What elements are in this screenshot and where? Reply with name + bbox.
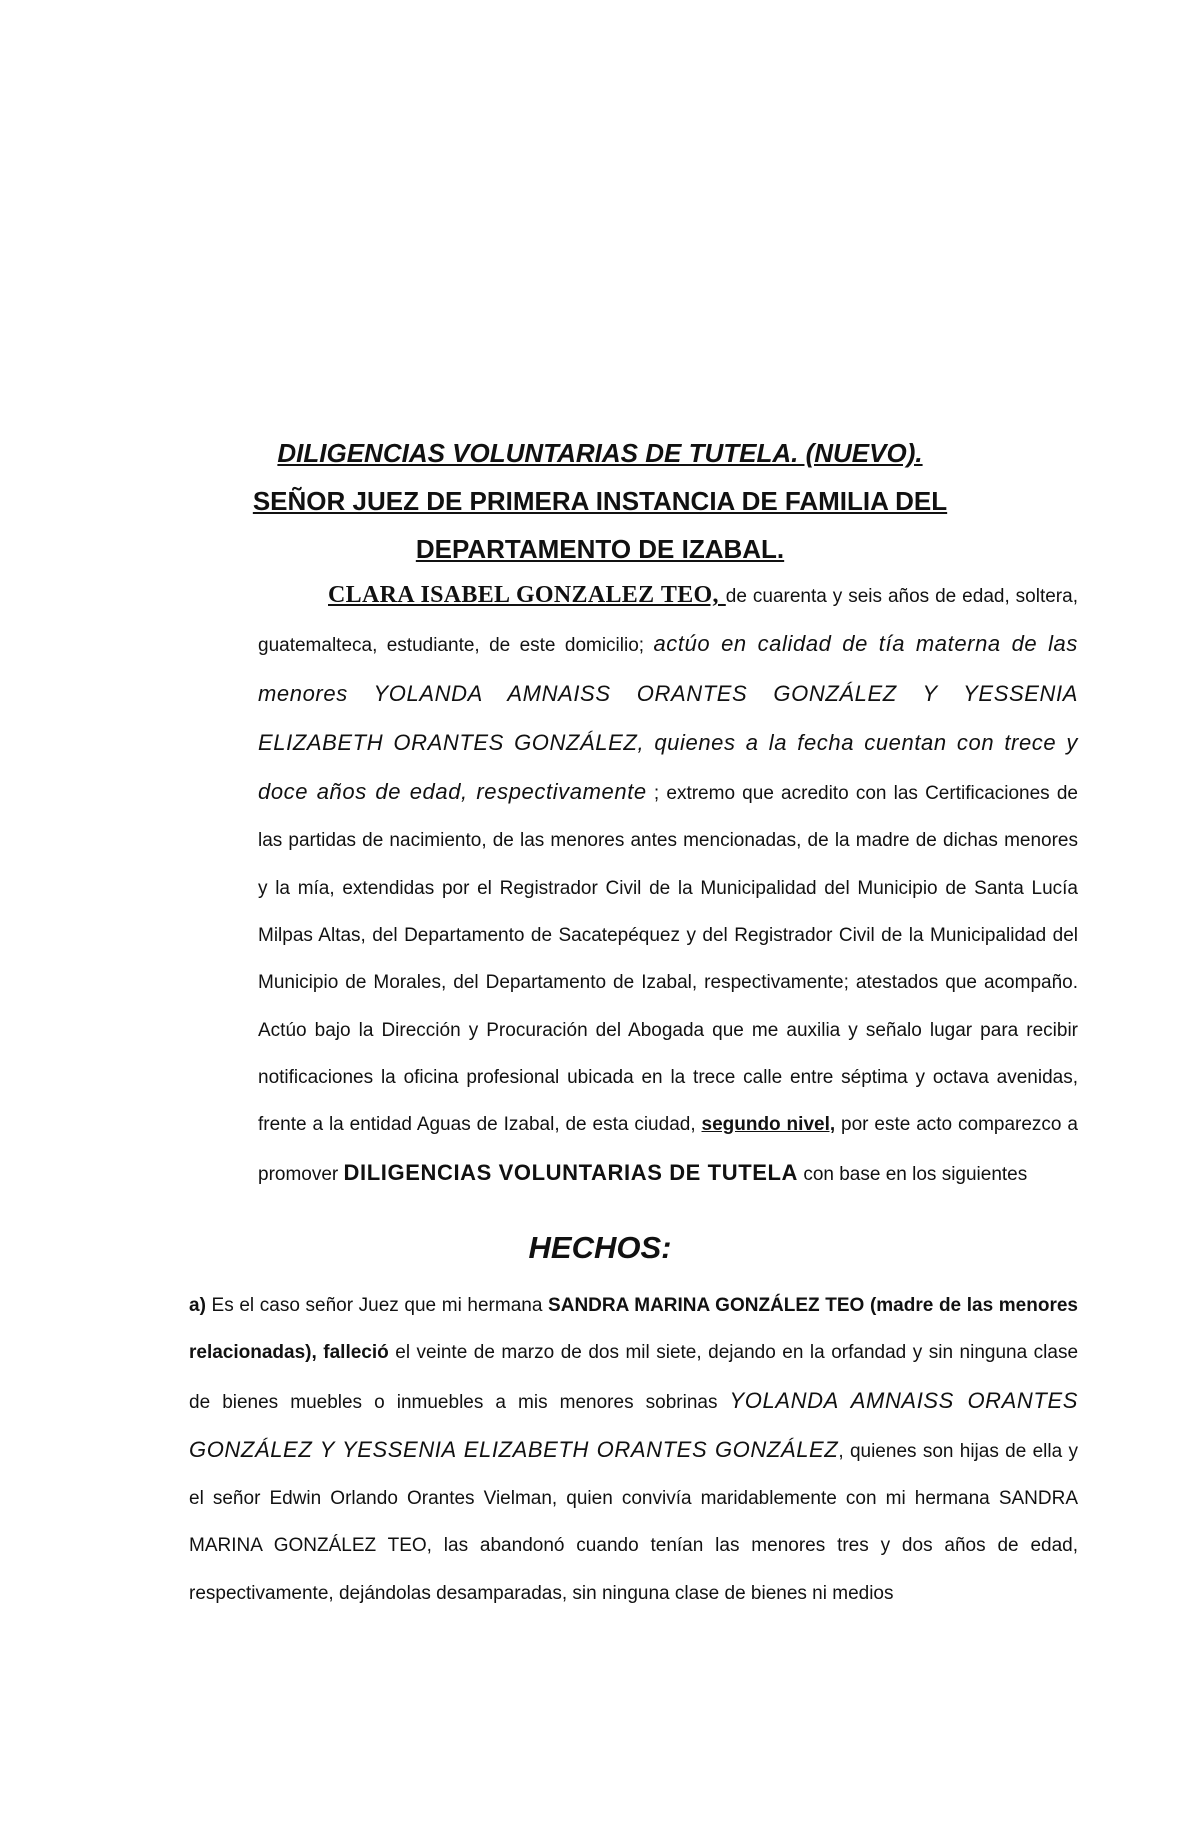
intro-text-3: por este acto comparezco a promover bbox=[258, 1114, 1078, 1185]
fact-a-bold-1: SANDRA MARINA GONZÁLEZ TEO (madre de las menores relacionadas), falleció bbox=[189, 1295, 1078, 1364]
fact-a-label: a) bbox=[189, 1295, 206, 1316]
fact-a-paragraph bbox=[189, 1282, 1078, 1617]
document-title: DILIGENCIAS VOLUNTARIAS DE TUTELA. (NUEVO). bbox=[277, 438, 923, 468]
addressee-line-1: SEÑOR JUEZ DE PRIMERA INSTANCIA DE FAMILIA DEL bbox=[252, 486, 948, 516]
fact-a-text-3: , quienes son hijas de ella y el señor Edwin Orlando Orantes Vielman, quien convivía maridablemente con mi hermana SANDRA MARINA GONZÁLEZ TEO, las abandonó cuando tenían las menores tres y dos años de edad, respectivamente, dejándolas desamparadas, sin ninguna clase de bienes ni medios bbox=[189, 1440, 1078, 1604]
intro-text-2: ; extremo que acredito con las Certificaciones de las partidas de nacimiento, de las menores antes mencionadas, de la madre de dichas menores y la mía, extendidas por el Registrador Civil de la Municipalidad del Municipio de Santa Lucía Milpas Altas, del Departamento de Sacatepéquez y del Registrador Civil de la Municipalidad del Municipio de Morales, del Departamento de Izabal, respectivamente; atestados que acompaño. Actúo bajo la Dirección y Procuración del Abogada que me auxilia y señalo lugar para recibir notificaciones la oficina profesional ubicada en la trece calle entre séptima y octava avenidas, frente a la entidad Aguas de Izabal, de esta ciudad, bbox=[258, 783, 1078, 1136]
fact-a-text-1: Es el caso señor Juez que mi hermana bbox=[205, 1295, 549, 1316]
intro-text-4: con base en los siguientes bbox=[798, 1163, 1028, 1185]
fact-a-text-2: el veinte de marzo de dos mil siete, dejando en la orfandad y sin ninguna clase de bienes muebles o inmuebles a mis menores sobrinas bbox=[189, 1342, 1079, 1413]
intro-italic-1: actúo en calidad de tía materna de las menores YOLANDA AMNAISS ORANTES GONZÁLEZ Y YESSENIA ELIZABETH ORANTES GONZÁLEZ, quienes a la fecha cuentan con trece y doce años de edad, respectivamente bbox=[258, 631, 1078, 805]
intro-bold-2: DILIGENCIAS VOLUNTARIAS DE TUTELA bbox=[343, 1159, 799, 1185]
section-heading: HECHOS: bbox=[528, 1230, 672, 1265]
petitioner-name: CLARA ISABEL GONZALEZ TEO, bbox=[328, 582, 726, 608]
intro-paragraph bbox=[258, 572, 1078, 1198]
fact-a-italic-1: YOLANDA AMNAISS ORANTES GONZÁLEZ Y YESSENIA ELIZABETH ORANTES GONZÁLEZ bbox=[189, 1387, 1079, 1462]
intro-bold-1: segundo nivel, bbox=[701, 1114, 836, 1136]
addressee-line-2: DEPARTAMENTO DE IZABAL. bbox=[415, 534, 785, 564]
intro-text-1: de cuarenta y seis años de edad, soltera, guatemalteca, estudiante, de este domicilio; bbox=[258, 586, 1078, 657]
